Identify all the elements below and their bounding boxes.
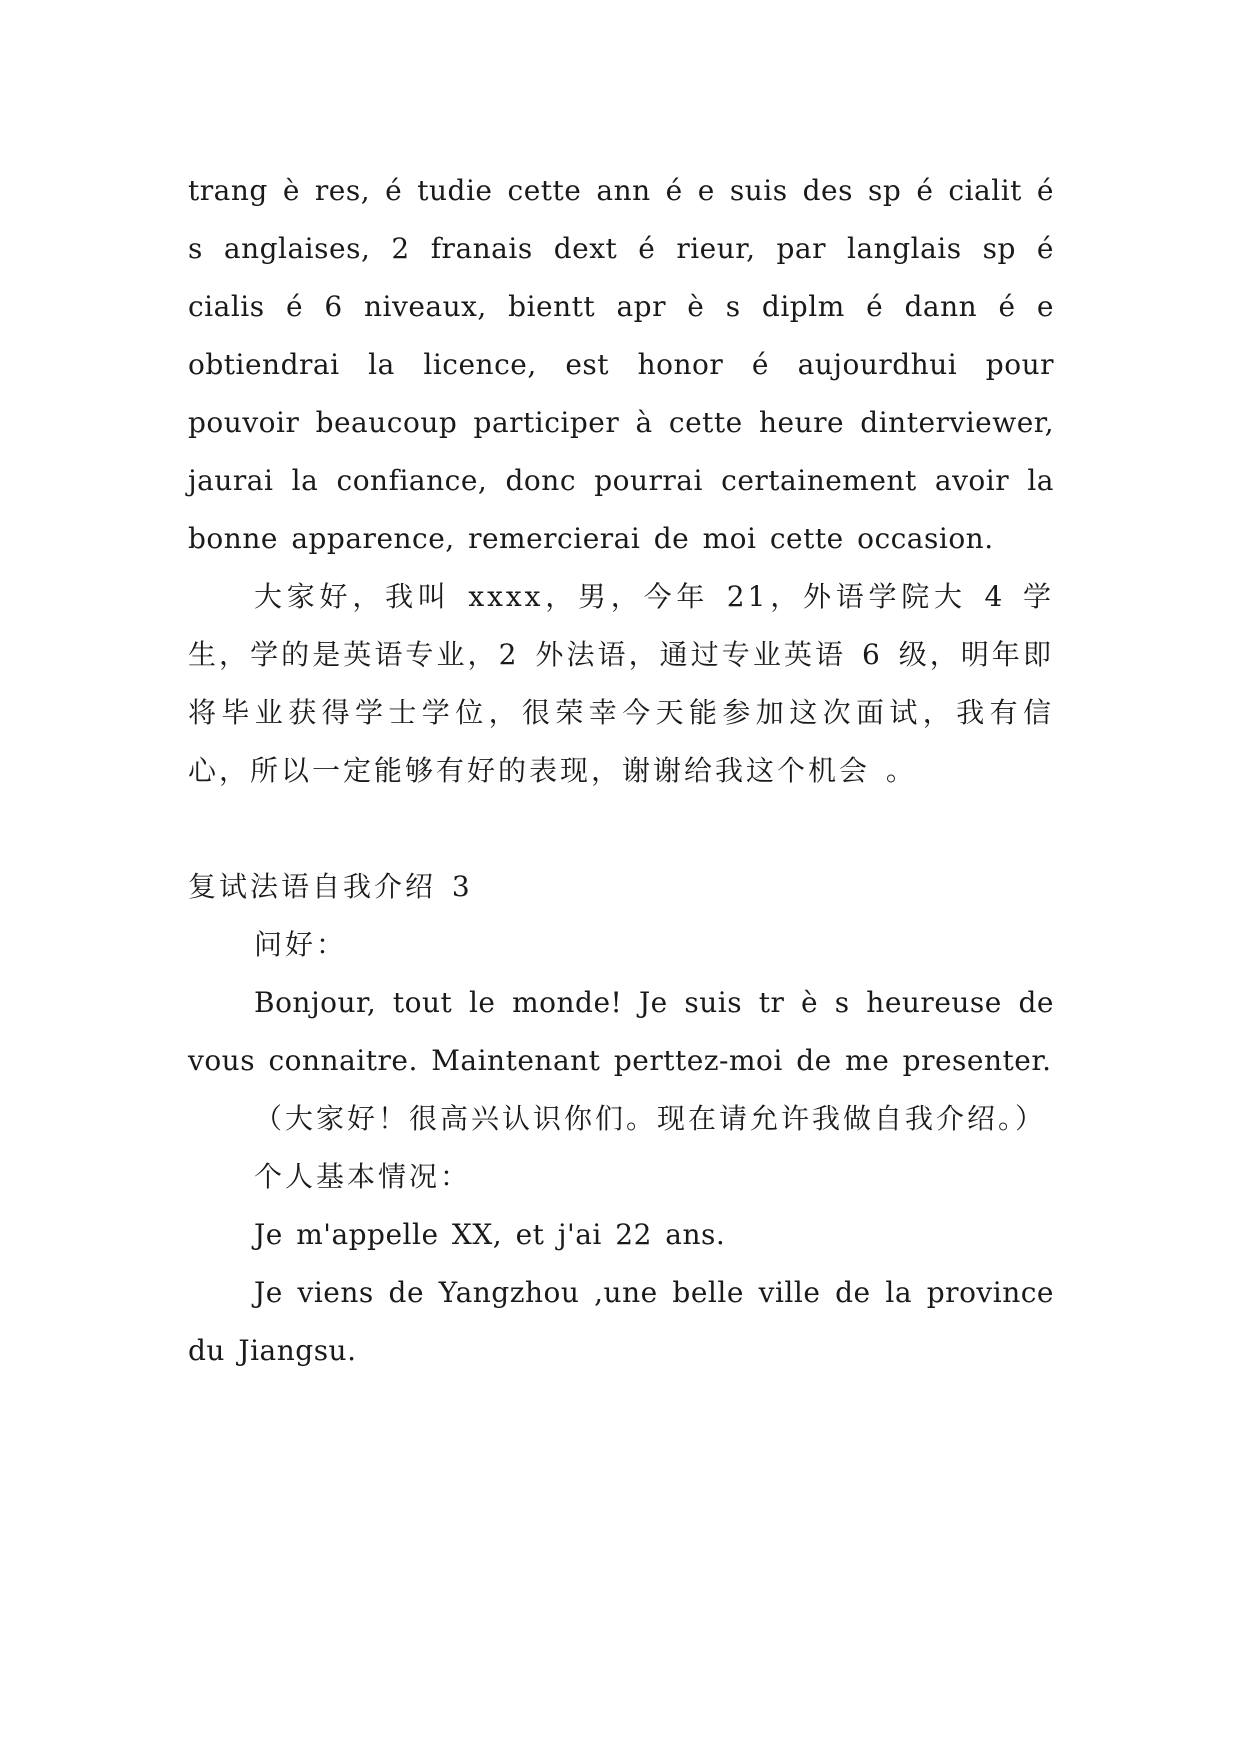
chinese-greeting-translation: （大家好！很高兴认识你们。现在请允许我做自我介绍。） <box>254 1102 1047 1135</box>
greeting-label: 问好： <box>254 928 348 961</box>
hometown-line: Je viens de Yangzhou ,une belle ville de la province du Jiangsu. <box>188 1276 1054 1367</box>
document-body <box>188 162 1054 1380</box>
name-age-line: Je m'appelle XX, et j'ai 22 ans. <box>254 1218 726 1251</box>
section-heading: 复试法语自我介绍 3 <box>188 870 473 903</box>
chinese-paragraph: 大家好，我叫 xxxx，男，今年 21，外语学院大 4 学生，学的是英语专业，2 外法语，通过专业英语 6 级，明年即将毕业获得学士学位，很荣幸今天能参加这次面试，我有信心，所以一定能够有好的表现，谢谢给我这个机会 。 <box>188 580 1054 787</box>
personal-info-label: 个人基本情况： <box>254 1160 472 1193</box>
french-greeting: Bonjour, tout le monde! Je suis tr è s heureuse de vous connaitre. Maintenant perttez-moi de me presenter. <box>188 986 1054 1077</box>
french-paragraph: trang è res, é tudie cette ann é e suis des sp é cialit é s anglaises, 2 franais dext é rieur, par langlais sp é cialis é 6 niveaux, bientt apr è s diplm é dann é e obtiendrai la licence, est honor é aujourdhui pour pouvoir beaucoup participer à cette heure dinterviewer, jaurai la confiance, donc pourrai certainement avoir la bonne apparence, remercierai de moi cette occasion. <box>188 174 1054 555</box>
